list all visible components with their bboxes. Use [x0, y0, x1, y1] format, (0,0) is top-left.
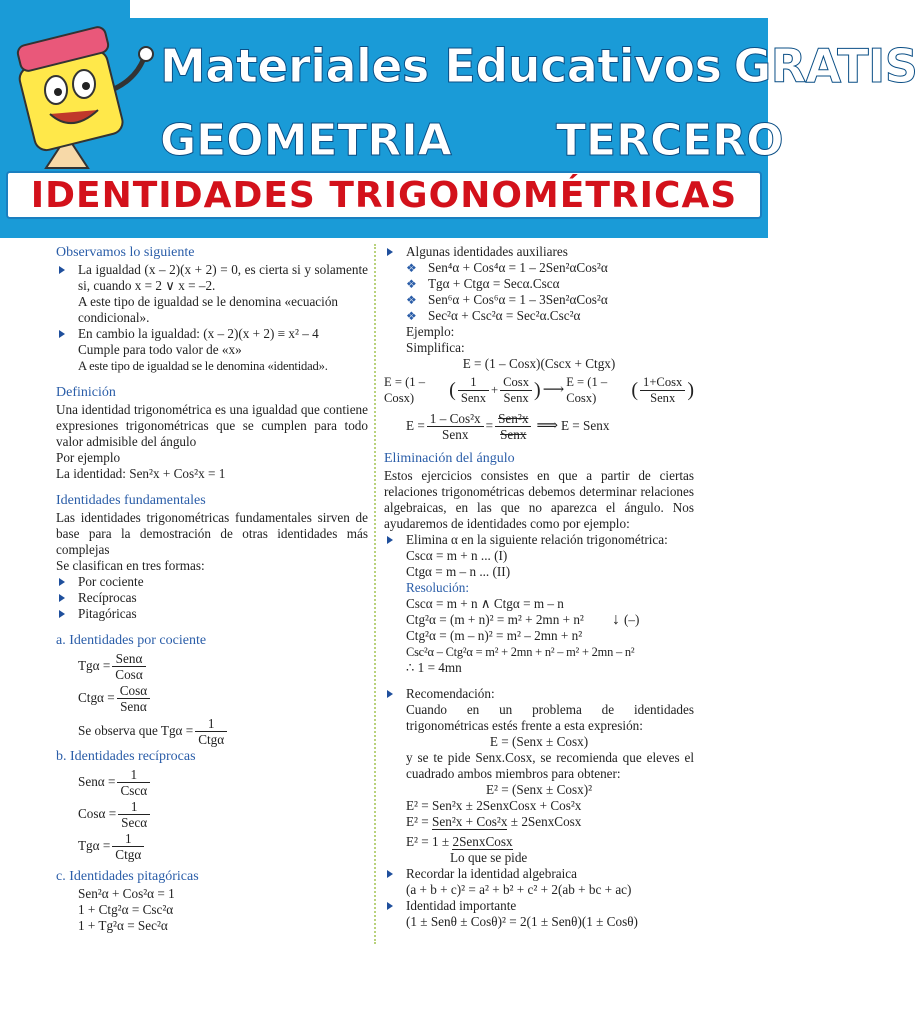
square-step-3: E² = Sen²x + Cos²x ± 2SenxCosx — [406, 814, 582, 829]
subject-label: GEOMETRIA — [160, 115, 452, 166]
fund-heading: Identidades fundamentales — [56, 493, 206, 508]
obs-item-2: En cambio la igualdad: (x – 2)(x + 2) ≡ x² – 4 — [56, 326, 368, 342]
example-step-2: E = $\frac{\text{1 – Cos²x}}{\text{Senx}}$ = $\frac{\text{Sen²x}}{\text{Senx}}$ ⟹ E = Senx — [406, 410, 610, 442]
relation-2: Ctgα = m – n ... (II) — [406, 564, 511, 579]
square-step-1: E² = (Senx ± Cosx)² — [485, 782, 593, 797]
def-example-label: Por ejemplo — [56, 450, 121, 465]
requested-label: Lo que se pide — [450, 850, 528, 865]
step-5: ∴ 1 = 4mn — [406, 660, 462, 675]
alg-heading: Recordar la identidad algebraica — [384, 866, 694, 882]
ctg-quotient: Ctgα = $\frac{\text{Cosα}}{\text{Senα}}$ — [56, 682, 368, 714]
reciprocal-heading: b. Identidades recíprocas — [56, 749, 196, 764]
tg-reciprocal-note: Se observa que Tgα = $\frac{1}{\text{Ctgα}}$ — [56, 714, 368, 748]
aux-item: ❖ Tgα + Ctgα = Secα.Cscα — [406, 276, 694, 292]
header-top-strip — [130, 0, 768, 18]
elim-text: Estos ejercicios consistes en que a partir de ciertas relaciones trigonométricas debemos determinar relaciones algebraicas, en las que no aparezca el ángulo. Nos ayudaremos de identidades como por ejemplo: — [384, 468, 694, 531]
title-box — [6, 171, 762, 219]
step-4: Csc²α – Ctg²α = m² + 2mn + n² – m² + 2mn – n² — [406, 645, 635, 659]
step-3: Ctg²α = (m – n)² = m² – 2mn + n² — [406, 628, 583, 643]
arrow-right-icon: ⟶ — [542, 382, 565, 398]
obs-item-1b: A este tipo de igualdad se le denomina «ecuación condicional». — [78, 294, 339, 325]
obs-item-2b: Cumple para todo valor de «x» — [78, 342, 242, 357]
left-column — [56, 244, 368, 934]
pythagorean-2: 1 + Ctg²α = Csc²α — [78, 902, 174, 917]
example-label: Ejemplo: — [406, 324, 455, 339]
fund-forms-label: Se clasifican en tres formas: — [56, 558, 205, 573]
header-banner — [0, 0, 917, 238]
pythagorean-3: 1 + Tg²α = Sec²α — [78, 918, 168, 933]
page-title: IDENTIDADES TRIGONOMÉTRICAS — [30, 175, 738, 216]
subtract-arrow-icon: ↓ — [612, 611, 620, 628]
rec-text-2: y se te pide Senx.Cosx, se recomienda que eleves el cuadrado ambos miembros para obtener: — [406, 750, 694, 781]
double-arrow-icon: ⟹ — [536, 418, 558, 434]
aux-item: ❖ Sec²α + Csc²α = Sec²α.Csc²α — [406, 308, 694, 324]
example-step-1: E = (1 – Cosx) ( $\frac{1}{\text{Senx}}$ + $\frac{\text{Cosx}}{\text{Senx}}$ ) ⟶ E = (1 – Cosx) ( $\frac{\text{1+Cosx}}{\text{Senx}}$ ) — [384, 374, 694, 405]
example-expression: E = (1 – Cosx)(Cscx + Ctgx) — [462, 356, 616, 371]
brand-title: Materiales Educativos GRATIS — [160, 39, 917, 93]
rec-expression: E = (Senx ± Cosx) — [489, 734, 589, 749]
def-example-eq: La identidad: Sen²x + Cos²x = 1 — [56, 466, 226, 481]
alg-identity: (a + b + c)² = a² + b² + c² + 2(ab + bc + ac) — [406, 882, 632, 897]
aux-item: ❖ Sen⁶α + Cos⁶α = 1 – 3Sen²αCos²α — [406, 292, 694, 308]
gratis-label: GRATIS — [733, 39, 917, 93]
square-step-2: E² = Sen²x ± 2SenxCosx + Cos²x — [406, 798, 582, 813]
pythagorean-heading: c. Identidades pitagóricas — [56, 869, 199, 884]
cos-reciprocal: Cosα = $\frac{1}{\text{Secα}}$ — [56, 798, 368, 830]
simplify-label: Simplifica: — [406, 340, 465, 355]
grade-label: TERCERO — [556, 115, 784, 166]
rec-heading: Recomendación: — [384, 686, 694, 702]
subtract-label: (–) — [624, 612, 640, 627]
def-heading: Definición — [56, 385, 116, 400]
step-1: Cscα = m + n ∧ Ctgα = m – n — [406, 596, 564, 611]
rec-text: Cuando en un problema de identidades trigonométricas estés frente a esta expresión: — [406, 702, 694, 733]
sen-reciprocal: Senα = $\frac{1}{\text{Cscα}}$ — [56, 766, 368, 798]
form-item: Por cociente — [56, 574, 368, 590]
obs-item-1: La igualdad (x – 2)(x + 2) = 0, es cierta si y solamente si, cuando x = 2 ∨ x = –2. — [56, 262, 368, 294]
elim-item: Elimina α en la siguiente relación trigonométrica: — [384, 532, 694, 548]
resolution-label: Resolución: — [406, 580, 470, 595]
tg-reciprocal: Tgα = $\frac{1}{\text{Ctgα}}$ — [56, 830, 368, 862]
obs-heading: Observamos lo siguiente — [56, 245, 195, 260]
right-column — [384, 244, 694, 930]
form-item: Pitagóricas — [56, 606, 368, 622]
imp-heading: Identidad importante — [384, 898, 694, 914]
elim-heading: Eliminación del ángulo — [384, 451, 515, 466]
obs-item-2c: A este tipo de igualdad se le denomina «identidad». — [78, 359, 328, 373]
form-item: Recíprocas — [56, 590, 368, 606]
tg-quotient: Tgα = $\frac{\text{Senα}}{\text{Cosα}}$ — [56, 650, 368, 682]
square-step-4: E² = 1 ± 2SenxCosx — [406, 834, 513, 849]
relation-1: Cscα = m + n ... (I) — [406, 548, 508, 563]
def-text: Una identidad trigonométrica es una igualdad que contiene expresiones trigonométricas que se cumplen para todo valor admisible del ángulo — [56, 402, 368, 449]
imp-identity: (1 ± Senθ ± Cosθ)² = 2(1 ± Senθ)(1 ± Cosθ) — [406, 914, 638, 929]
aux-heading: Algunas identidades auxiliares — [384, 244, 694, 260]
pencil-mascot-icon — [6, 18, 156, 168]
aux-item: ❖ Sen⁴α + Cos⁴α = 1 – 2Sen²αCos²α — [406, 260, 694, 276]
column-divider — [374, 244, 376, 944]
fund-text: Las identidades trigonométricas fundamentales sirven de base para la demostración de otras identidades más complejas — [56, 510, 368, 557]
step-2: Ctg²α = (m + n)² = m² + 2mn + n² — [406, 612, 584, 627]
pythagorean-1: Sen²α + Cos²α = 1 — [78, 886, 175, 901]
quotient-heading: a. Identidades por cociente — [56, 633, 207, 648]
